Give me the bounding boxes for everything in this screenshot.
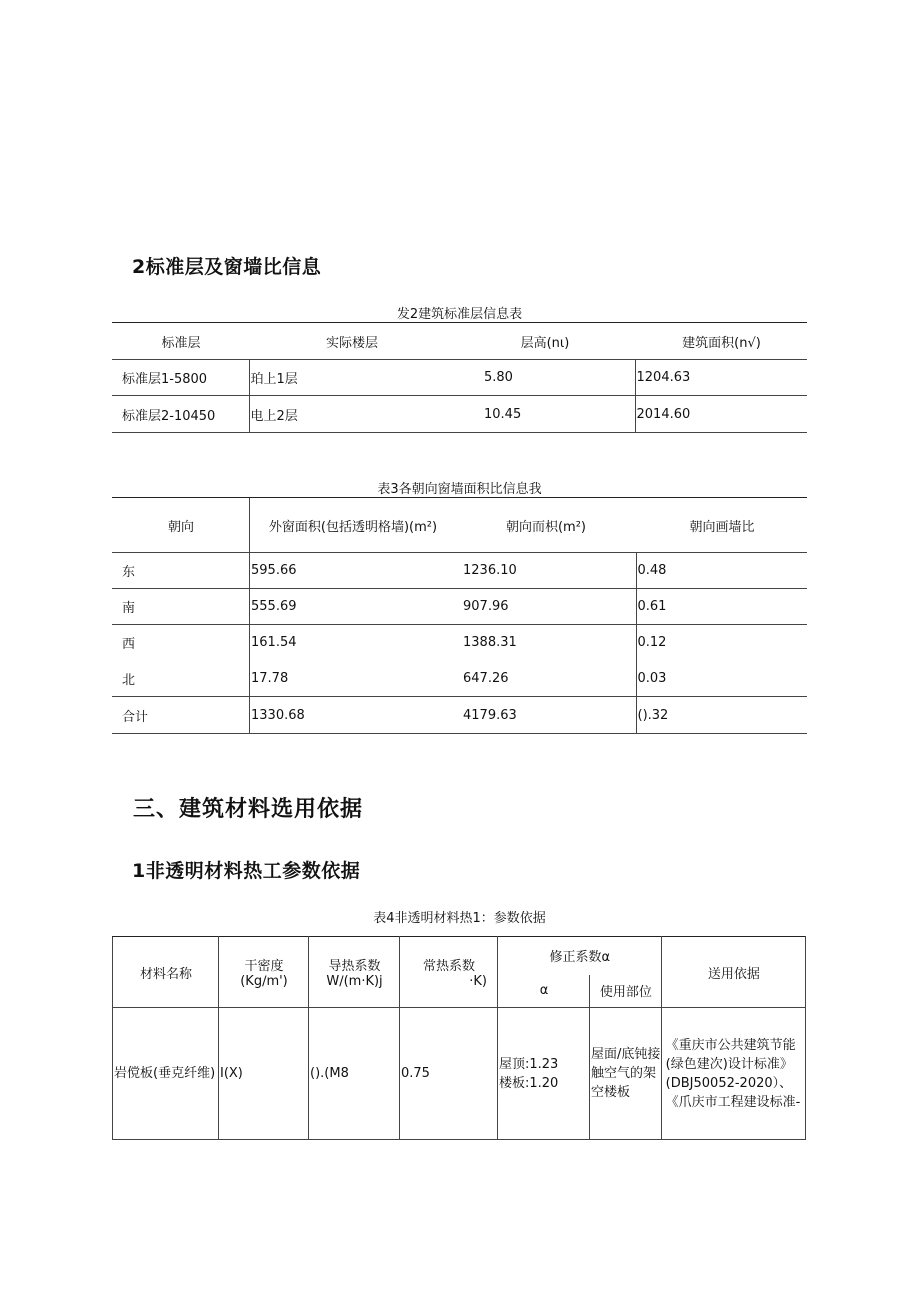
- header-usage: 使用部位: [590, 975, 662, 1008]
- cell-window-area: 1330.68: [250, 697, 456, 734]
- cell-actual-floor: 电上2层: [249, 396, 454, 433]
- header-actual-floor: 实际楼层: [249, 323, 454, 360]
- table-row: [112, 625, 807, 661]
- cell-basis-standard: 《重庆市公共建筑节能(绿色建次)设计标准》: [665, 1037, 796, 1072]
- cell-orientation-area: 647.26: [455, 661, 636, 697]
- cell-alpha-floor: 楼板:1.20: [499, 1075, 559, 1091]
- table-row: [113, 1008, 806, 1140]
- cell-basis: [661, 1008, 805, 1140]
- cell-ratio: ().32: [636, 697, 807, 734]
- cell-orientation-area: 1236.10: [455, 553, 636, 589]
- cell-window-area: 161.54: [250, 625, 456, 661]
- cell-conductivity: ().(M8: [309, 1008, 400, 1140]
- cell-floor-height: 5.80: [454, 360, 635, 396]
- table-row: [112, 589, 807, 625]
- header-dry-density-label: 干密度: [244, 959, 284, 974]
- header-heat-coefficient-unit: ·K): [469, 974, 487, 989]
- header-heat-coefficient-label: 常热系数: [422, 959, 475, 974]
- section-heading-standard-floor: 2标准层及窗墙比信息: [132, 256, 322, 278]
- header-correction-coefficient: 修正系数α: [498, 937, 662, 975]
- cell-heat-coefficient: 0.75: [400, 1008, 498, 1140]
- table3-caption: 表3各朝向窗墙面积比信息我: [377, 482, 542, 497]
- header-heat-coefficient: [400, 937, 498, 1008]
- table-row: [112, 396, 807, 433]
- cell-ratio: 0.03: [636, 661, 807, 697]
- cell-orientation: 南: [112, 589, 250, 625]
- cell-actual-floor: 珀上1层: [249, 360, 454, 396]
- cell-orientation: 西: [112, 625, 250, 661]
- header-building-area: 建筑面积(n√): [635, 323, 807, 360]
- window-wall-ratio-table: [112, 497, 807, 734]
- header-dry-density-unit: (Kg∕m'): [240, 974, 288, 989]
- header-conductivity-unit: W∕(m·K)j: [326, 974, 383, 989]
- table-row: [112, 553, 807, 589]
- header-window-wall-ratio: 朝向画墙比: [636, 498, 807, 553]
- cell-material-name: 岩傥板(垂克纤维): [113, 1008, 219, 1140]
- section-heading-materials: 三、建筑材料选用依据: [133, 797, 364, 822]
- cell-alpha-roof: 屋顶:1.23: [499, 1056, 559, 1072]
- header-alpha: α: [498, 975, 590, 1008]
- table-row: [112, 661, 807, 697]
- cell-alpha: [498, 1008, 590, 1140]
- cell-orientation: 合计: [112, 697, 250, 734]
- cell-window-area: 555.69: [250, 589, 456, 625]
- cell-ratio: 0.12: [636, 625, 807, 661]
- cell-orientation-area: 4179.63: [455, 697, 636, 734]
- cell-floor-height: 10.45: [454, 396, 635, 433]
- header-orientation-area: 朝向而枳(m²): [455, 498, 636, 553]
- table-row-total: [112, 697, 807, 734]
- cell-ratio: 0.48: [636, 553, 807, 589]
- table-header-row: [112, 323, 807, 360]
- cell-window-area: 595.66: [250, 553, 456, 589]
- header-conductivity: [309, 937, 400, 1008]
- cell-dry-density: I(X): [219, 1008, 309, 1140]
- cell-orientation: 北: [112, 661, 250, 697]
- table-row: [112, 360, 807, 396]
- table-header-row: [113, 937, 806, 975]
- cell-building-area: 1204.63: [635, 360, 807, 396]
- header-floor-height: 层高(nι): [454, 323, 635, 360]
- standard-floor-table: [112, 322, 807, 433]
- header-orientation: 朝向: [112, 498, 250, 553]
- cell-orientation: 东: [112, 553, 250, 589]
- header-conductivity-label: 导热系数: [328, 959, 381, 974]
- header-basis: 送用依据: [661, 937, 805, 1008]
- cell-building-area: 2014.60: [635, 396, 807, 433]
- cell-usage: 屋面/底钝接触空气的架空楼板: [590, 1008, 662, 1140]
- cell-window-area: 17.78: [250, 661, 456, 697]
- header-standard-floor: 标准层: [112, 323, 249, 360]
- table-header-row: [112, 498, 807, 553]
- table2-caption: 发2建筑标准层信息表: [396, 307, 523, 322]
- cell-orientation-area: 907.96: [455, 589, 636, 625]
- header-dry-density: [219, 937, 309, 1008]
- cell-standard-floor: 标准层1-5800: [112, 360, 249, 396]
- cell-ratio: 0.61: [636, 589, 807, 625]
- cell-standard-floor: 标准层2-10450: [112, 396, 249, 433]
- material-parameters-table: [112, 936, 806, 1140]
- section-heading-opaque-materials: 1非透明材料热工参数依据: [132, 860, 361, 882]
- cell-basis-code: (DBJ50052-2020）、《爪庆市工程建设标准-: [665, 1075, 801, 1110]
- header-window-area: 外窗面积(包括透明格墙)(m²): [250, 498, 456, 553]
- header-material-name: 材料名称: [113, 937, 219, 1008]
- table4-caption: 表4非透明材料热1：参数依据: [373, 911, 546, 926]
- cell-orientation-area: 1388.31: [455, 625, 636, 661]
